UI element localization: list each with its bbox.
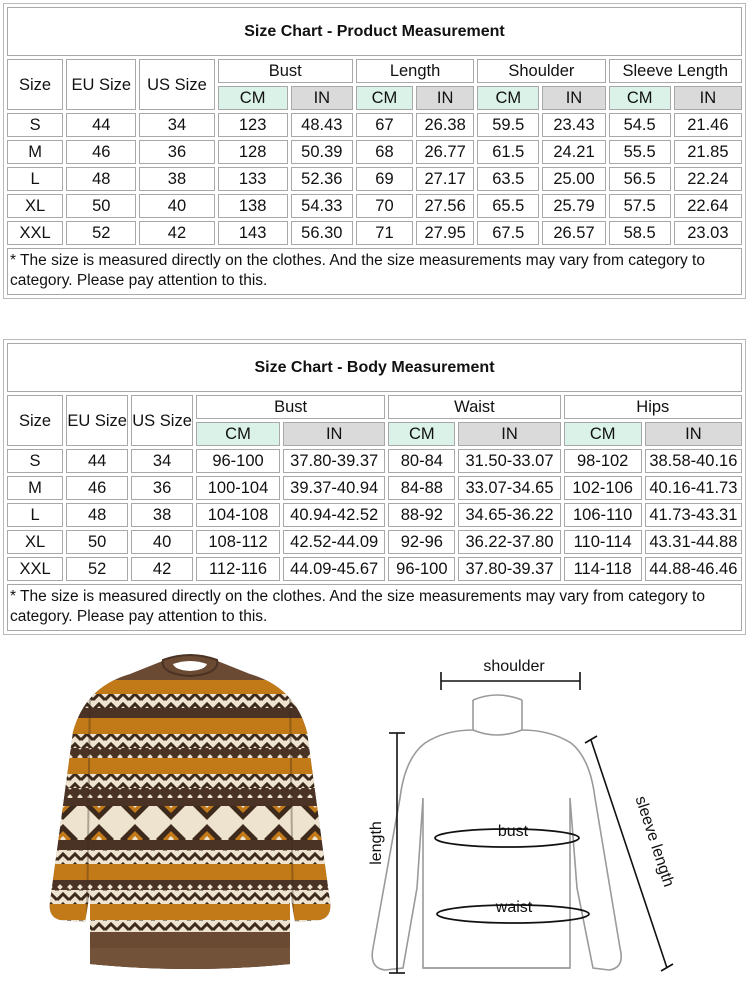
table-cell: 114-118 [564, 557, 642, 581]
table-cell: 21.46 [674, 113, 742, 137]
table-cell: 102-106 [564, 476, 642, 500]
table-cell: 54.33 [291, 194, 353, 218]
table-cell: 61.5 [477, 140, 539, 164]
table-cell: 42.52-44.09 [283, 530, 385, 554]
table-cell: 67 [356, 113, 413, 137]
unit-cm: CM [196, 422, 280, 446]
table-cell: 96-100 [388, 557, 455, 581]
unit-cm: CM [356, 86, 413, 110]
table-row [7, 221, 742, 245]
table-cell: 65.5 [477, 194, 539, 218]
unit-in: IN [291, 86, 353, 110]
table-cell: 48 [66, 167, 136, 191]
table-cell: 26.77 [416, 140, 474, 164]
table-row [7, 503, 742, 527]
table-cell: 59.5 [477, 113, 539, 137]
unit-in: IN [674, 86, 742, 110]
unit-in: IN [416, 86, 474, 110]
table-cell: 38.58-40.16 [645, 449, 742, 473]
table-cell: 143 [218, 221, 288, 245]
table-cell: 44.09-45.67 [283, 557, 385, 581]
body-chart-title: Size Chart - Body Measurement [7, 343, 742, 392]
shoulder-label: shoulder [483, 658, 545, 675]
table-cell: 44 [66, 449, 128, 473]
table-cell: 38 [131, 503, 193, 527]
length-measure [368, 733, 405, 973]
unit-cm: CM [609, 86, 671, 110]
header-us-size: US Size [139, 59, 214, 110]
measurement-note: * The size is measured directly on the clothes. And the size measurements may vary from category to category. Please pay attention to this. [7, 248, 742, 295]
table-row [7, 476, 742, 500]
sweater-product-image [45, 652, 335, 977]
table-cell: 34.65-36.22 [458, 503, 560, 527]
table-cell: 54.5 [609, 113, 671, 137]
table-cell: 21.85 [674, 140, 742, 164]
table-cell: 133 [218, 167, 288, 191]
header-length: Length [356, 59, 474, 83]
table-cell: 56.5 [609, 167, 671, 191]
table-cell: M [7, 140, 63, 164]
table-cell: 50 [66, 530, 128, 554]
table-cell: 43.31-44.88 [645, 530, 742, 554]
sleeve-length-measure [585, 736, 677, 971]
table-cell: 22.64 [674, 194, 742, 218]
table-cell: 63.5 [477, 167, 539, 191]
table-cell: 26.57 [542, 221, 605, 245]
sleeve-length-label: sleeve length [631, 794, 677, 890]
unit-in: IN [645, 422, 742, 446]
product-chart-title: Size Chart - Product Measurement [7, 7, 742, 56]
table-cell: 70 [356, 194, 413, 218]
waist-label: waist [495, 899, 533, 916]
table-cell: 36 [131, 476, 193, 500]
header-us-size: US Size [131, 395, 193, 446]
unit-cm: CM [388, 422, 455, 446]
table-cell: 88-92 [388, 503, 455, 527]
table-cell: 38 [139, 167, 214, 191]
table-row [7, 530, 742, 554]
table-cell: 48 [66, 503, 128, 527]
table-cell: 52.36 [291, 167, 353, 191]
table-cell: 34 [131, 449, 193, 473]
table-cell: 68 [356, 140, 413, 164]
header-sleeve-length: Sleeve Length [609, 59, 742, 83]
unit-cm: CM [564, 422, 642, 446]
table-cell: 40.94-42.52 [283, 503, 385, 527]
table-cell: 40 [131, 530, 193, 554]
waist-measure [437, 899, 589, 923]
table-cell: 108-112 [196, 530, 280, 554]
unit-in: IN [542, 86, 605, 110]
table-cell: 40 [139, 194, 214, 218]
table-cell: 44 [66, 113, 136, 137]
table-cell: 26.38 [416, 113, 474, 137]
table-cell: 56.30 [291, 221, 353, 245]
table-cell: 48.43 [291, 113, 353, 137]
table-row [7, 449, 742, 473]
table-cell: 31.50-33.07 [458, 449, 560, 473]
table-cell: 34 [139, 113, 214, 137]
body-size-chart [3, 339, 746, 635]
table-cell: 138 [218, 194, 288, 218]
table-cell: 110-114 [564, 530, 642, 554]
table-cell: 106-110 [564, 503, 642, 527]
table-cell: 33.07-34.65 [458, 476, 560, 500]
table-cell: 55.5 [609, 140, 671, 164]
bust-measure [435, 823, 579, 847]
table-cell: 104-108 [196, 503, 280, 527]
header-bust: Bust [196, 395, 385, 419]
table-cell: M [7, 476, 63, 500]
table-cell: L [7, 167, 63, 191]
header-eu-size: EU Size [66, 395, 128, 446]
table-cell: 36 [139, 140, 214, 164]
header-size: Size [7, 59, 63, 110]
table-cell: 84-88 [388, 476, 455, 500]
table-cell: 123 [218, 113, 288, 137]
table-cell: 71 [356, 221, 413, 245]
table-cell: 100-104 [196, 476, 280, 500]
table-cell: 37.80-39.37 [283, 449, 385, 473]
table-cell: 23.43 [542, 113, 605, 137]
table-cell: 25.00 [542, 167, 605, 191]
table-cell: 52 [66, 221, 136, 245]
table-row [7, 140, 742, 164]
unit-in: IN [283, 422, 385, 446]
table-cell: 27.56 [416, 194, 474, 218]
table-cell: L [7, 503, 63, 527]
table-cell: 42 [131, 557, 193, 581]
table-cell: XL [7, 194, 63, 218]
table-cell: 27.95 [416, 221, 474, 245]
table-cell: S [7, 113, 63, 137]
header-eu-size: EU Size [66, 59, 136, 110]
table-cell: 44.88-46.46 [645, 557, 742, 581]
length-label: length [368, 821, 385, 865]
table-cell: S [7, 449, 63, 473]
table-cell: 40.16-41.73 [645, 476, 742, 500]
table-cell: 23.03 [674, 221, 742, 245]
table-cell: 128 [218, 140, 288, 164]
table-cell: 92-96 [388, 530, 455, 554]
header-shoulder: Shoulder [477, 59, 605, 83]
header-size: Size [7, 395, 63, 446]
table-cell: 41.73-43.31 [645, 503, 742, 527]
table-cell: 80-84 [388, 449, 455, 473]
header-bust: Bust [218, 59, 353, 83]
table-cell: 67.5 [477, 221, 539, 245]
table-cell: 46 [66, 476, 128, 500]
unit-cm: CM [477, 86, 539, 110]
header-hips: Hips [564, 395, 742, 419]
table-cell: 22.24 [674, 167, 742, 191]
table-cell: 42 [139, 221, 214, 245]
table-cell: 69 [356, 167, 413, 191]
measurement-diagram [345, 648, 677, 988]
table-cell: 37.80-39.37 [458, 557, 560, 581]
measurement-note: * The size is measured directly on the clothes. And the size measurements may vary from category to category. Please pay attention to this. [7, 584, 742, 631]
shoulder-measure [441, 658, 580, 690]
table-cell: 52 [66, 557, 128, 581]
table-cell: 57.5 [609, 194, 671, 218]
table-cell: 98-102 [564, 449, 642, 473]
product-size-chart [3, 3, 746, 299]
unit-cm: CM [218, 86, 288, 110]
table-cell: 27.17 [416, 167, 474, 191]
table-row [7, 167, 742, 191]
table-cell: 25.79 [542, 194, 605, 218]
table-cell: 36.22-37.80 [458, 530, 560, 554]
header-waist: Waist [388, 395, 560, 419]
table-cell: 112-116 [196, 557, 280, 581]
table-cell: XXL [7, 557, 63, 581]
table-cell: 24.21 [542, 140, 605, 164]
table-cell: 39.37-40.94 [283, 476, 385, 500]
table-row [7, 194, 742, 218]
table-cell: 50 [66, 194, 136, 218]
table-row [7, 113, 742, 137]
table-cell: 50.39 [291, 140, 353, 164]
bust-label: bust [497, 823, 529, 840]
table-cell: 46 [66, 140, 136, 164]
table-cell: 58.5 [609, 221, 671, 245]
table-row [7, 557, 742, 581]
table-cell: XXL [7, 221, 63, 245]
table-cell: 96-100 [196, 449, 280, 473]
table-cell: XL [7, 530, 63, 554]
sweater-outline [372, 695, 621, 970]
unit-in: IN [458, 422, 560, 446]
